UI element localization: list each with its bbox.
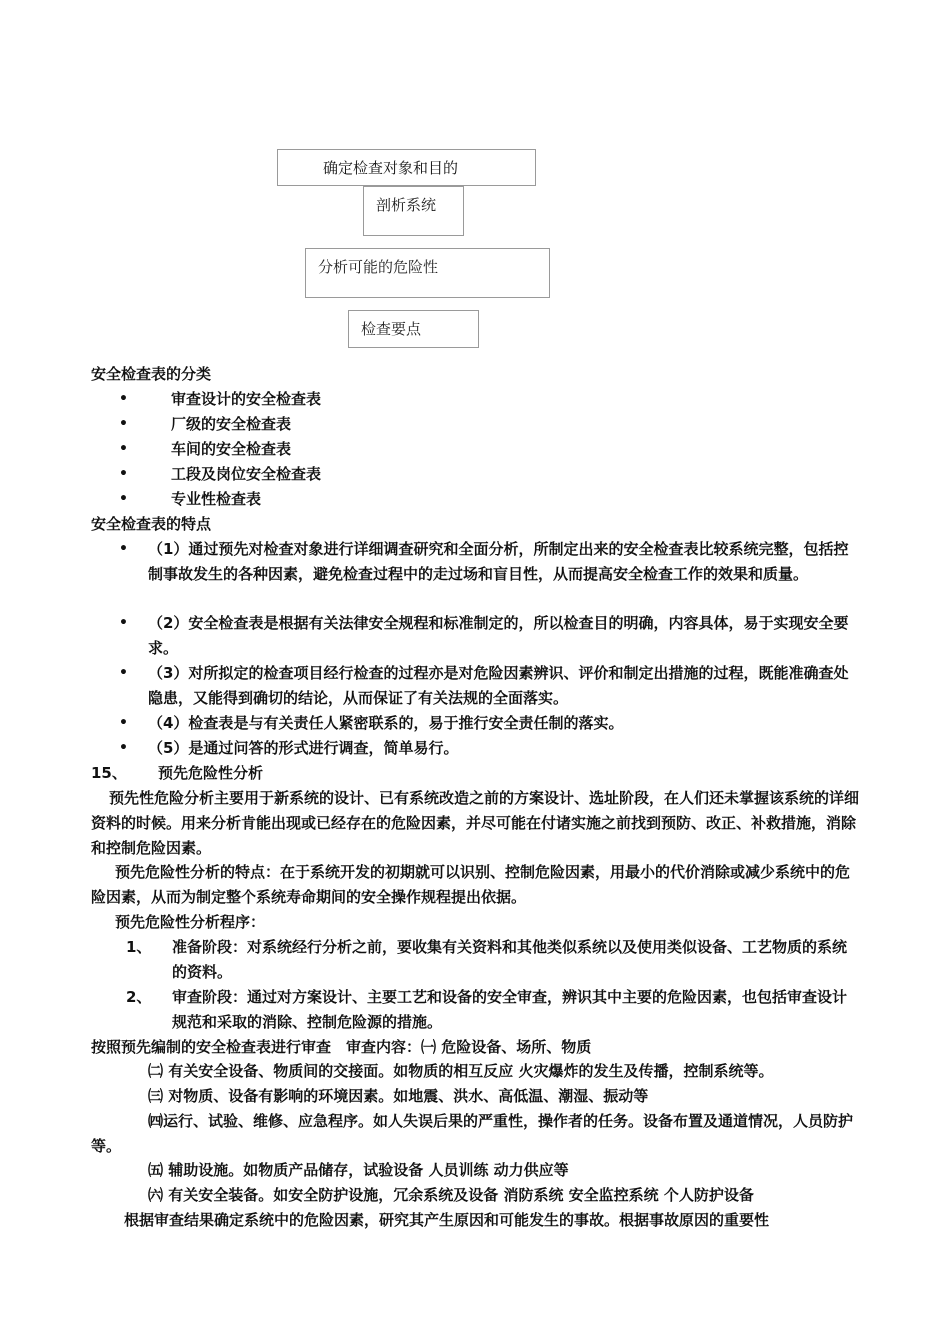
flow-step-box-4 xyxy=(348,310,479,348)
step-text: 审查阶段：通过对方案设计、主要工艺和设备的安全审查，辨识其中主要的危险因素，也包括审查设计规范和采取的消除、控制危险源的措施。 xyxy=(172,988,848,1031)
pha-feature: 预先危险性分析的特点：在于系统开发的初期就可以识别、控制危险因素，用最小的代价消除或减少系统中的危险因素，从而为制定整个系统寿命期间的安全操作规程提出依据。 xyxy=(91,863,851,906)
flow-step-1: 确定检查对象和目的 xyxy=(323,159,459,177)
flow-step-box-1 xyxy=(277,149,536,186)
classification-heading: 安全检查表的分类 xyxy=(91,365,212,383)
flow-step-box-3 xyxy=(305,248,550,298)
feature-item-2: （2）安全检查表是根据有关法律安全规程和标准制定的，所以检查目的明确，内容具体，易于实现安全要求。 xyxy=(148,614,849,657)
review-item: ㈣运行、试验、维修、应急程序。如人失误后果的严重性，操作者的任务。设备布置及通道情况，人员防护等。 xyxy=(91,1112,854,1155)
features-heading: 安全检查表的特点 xyxy=(91,515,212,533)
section-number: 15、 xyxy=(91,764,127,782)
classification-item: 工段及岗位安全检查表 xyxy=(171,465,322,483)
flow-step-box-2 xyxy=(363,186,464,236)
feature-item-5: （5）是通过问答的形式进行调查，简单易行。 xyxy=(148,739,459,757)
classification-item: 审查设计的安全检查表 xyxy=(171,390,322,408)
classification-item: 厂级的安全检查表 xyxy=(171,415,292,433)
bullet: • xyxy=(119,665,128,681)
pha-intro: 预先性危险分析主要用于新系统的设计、已有系统改造之前的方案设计、选址阶段，在人们还未掌握该系统的详细资料的时候。用来分析肯能出现或已经存在的危险因素，并尽可能在付诸实施之前找到预防、改正、补救措施，消除和控制危险因素。 xyxy=(91,789,860,857)
section-heading: 预先危险性分析 xyxy=(158,764,264,782)
procedure-heading: 预先危险性分析程序： xyxy=(115,913,266,931)
bullet: • xyxy=(119,715,128,731)
step-text: 准备阶段：对系统经行分析之前，要收集有关资料和其他类似系统以及使用类似设备、工艺物质的系统的资料。 xyxy=(172,938,848,981)
bullet: • xyxy=(119,740,128,756)
bullet: • xyxy=(119,441,128,457)
flow-step-2: 剖析系统 xyxy=(376,196,437,214)
bullet: • xyxy=(119,615,128,631)
feature-item-4: （4）检查表是与有关责任人紧密联系的，易于推行安全责任制的落实。 xyxy=(148,714,624,732)
review-item: ㈢ 对物质、设备有影响的环境因素。如地震、洪水、高低温、潮湿、振动等 xyxy=(148,1087,649,1105)
bullet: • xyxy=(119,416,128,432)
feature-item-1: （1）通过预先对检查对象进行详细调查研究和全面分析，所制定出来的安全检查表比较系统完整，包括控制事故发生的各种因素，避免检查过程中的走过场和盲目性，从而提高安全检查工作的效果和质量。 xyxy=(148,540,849,583)
bullet: • xyxy=(119,466,128,482)
flow-step-3: 分析可能的危险性 xyxy=(318,258,439,276)
review-item: ㈤ 辅助设施。如物质产品储存，试验设备 人员训练 动力供应等 xyxy=(148,1161,569,1179)
review-item: ㈥ 有关安全装备。如安全防护设施，冗余系统及设备 消防系统 安全监控系统 个人防护设备 xyxy=(148,1186,754,1204)
classification-item: 专业性检查表 xyxy=(171,490,262,508)
step-number: 1、 xyxy=(126,938,152,956)
step-number: 2、 xyxy=(126,988,152,1006)
conclusion: 根据审查结果确定系统中的危险因素，研究其产生原因和可能发生的事故。根据事故原因的重要性 xyxy=(124,1211,770,1229)
bullet: • xyxy=(119,541,128,557)
bullet: • xyxy=(119,491,128,507)
feature-item-3: （3）对所拟定的检查项目经行检查的过程亦是对危险因素辨识、评价和制定出措施的过程，既能准确查处隐患，又能得到确切的结论，从而保证了有关法规的全面落实。 xyxy=(148,664,849,707)
classification-item: 车间的安全检查表 xyxy=(171,440,292,458)
flow-step-4: 检查要点 xyxy=(361,320,422,338)
review-item: ㈡ 有关安全设备、物质间的交接面。如物质的相互反应 火灾爆炸的发生及传播，控制系统等。 xyxy=(148,1062,774,1080)
bullet: • xyxy=(119,391,128,407)
review-line: 按照预先编制的安全检查表进行审查 审查内容：㈠ 危险设备、场所、物质 xyxy=(91,1038,592,1056)
